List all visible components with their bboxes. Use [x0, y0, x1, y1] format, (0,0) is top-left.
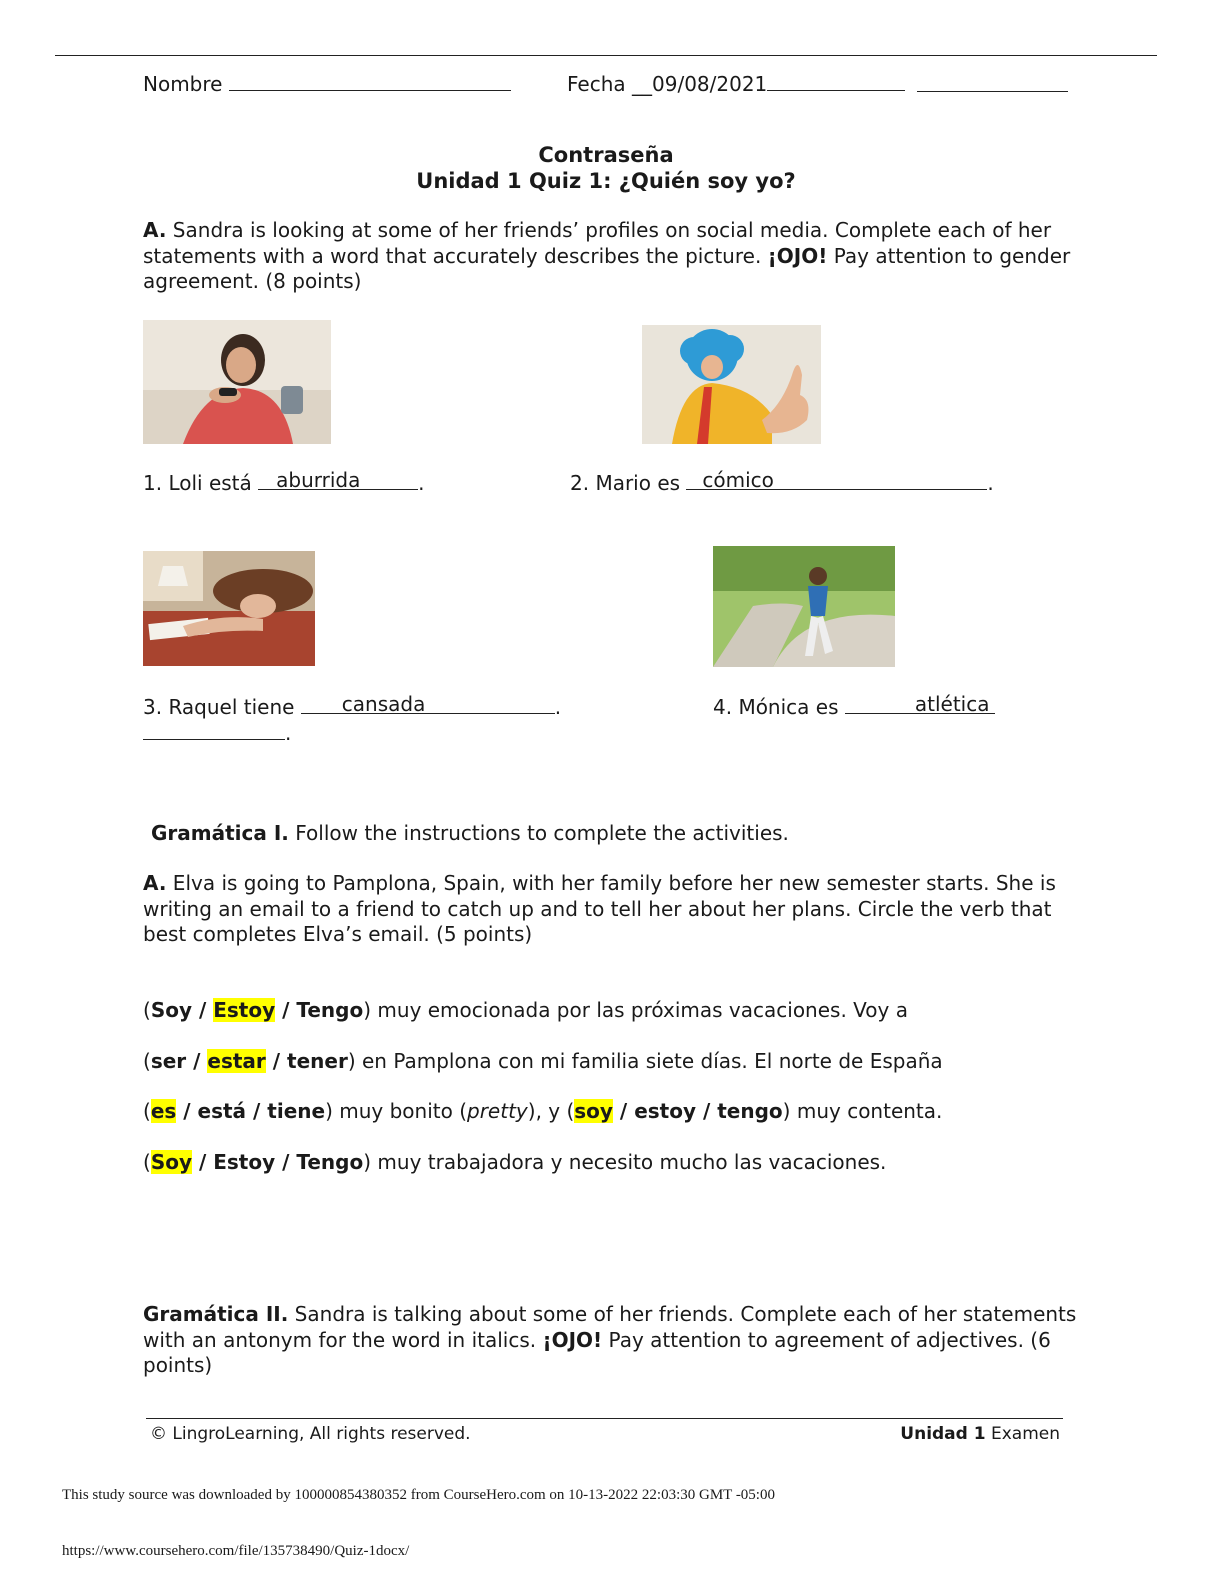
email-line-2: (ser / estar / tener) en Pamplona con mi familia siete días. El norte de España	[143, 1049, 943, 1073]
gramatica-1a-instructions	[143, 871, 1078, 948]
section-a-text: Sandra is looking at some of her friends’ profiles on social media. Complete each of her statements with a word that accurately describes the picture.	[143, 218, 1052, 268]
item-3-tail: .	[285, 721, 292, 745]
item-4-answer-field[interactable]	[845, 692, 995, 716]
email-line-3-text-b: ), y (	[527, 1099, 575, 1123]
item-2-suffix: .	[987, 471, 994, 495]
option-ser[interactable]: ser	[150, 1049, 187, 1073]
download-notice: This study source was downloaded by 100000854380352 from CourseHero.com on 10-13-2022 22:03:30 GMT -05:00	[62, 1487, 775, 1503]
email-line-3: (es / está / tiene) muy bonito (pretty), y (soy / estoy / tengo) muy contenta.	[143, 1099, 943, 1123]
option-tengo-3[interactable]: tengo	[717, 1099, 783, 1123]
email-line-3-text-a: muy bonito (	[332, 1099, 468, 1123]
section-a-label: A.	[143, 218, 167, 242]
g1a-text: Elva is going to Pamplona, Spain, with her family before her new semester starts. She is writing an email to a friend to catch up and to tell her about her plans. Circle the verb that best completes Elva’s email. (5 points)	[143, 871, 1056, 946]
item-3	[143, 692, 562, 719]
gramatica-2-label: Gramática II.	[143, 1302, 289, 1326]
gramatica-2-text-2: Pay attention to agreement of adjectives. (6 points)	[143, 1327, 1051, 1377]
photo-clown	[642, 325, 821, 444]
footer-rule	[146, 1418, 1063, 1419]
option-tengo-1[interactable]: Tengo	[296, 998, 364, 1022]
gramatica-1-label: Gramática I.	[151, 821, 289, 845]
gramatica-1-heading	[151, 821, 789, 845]
option-estoy-4[interactable]: Estoy	[213, 1150, 276, 1174]
title-line-2: Unidad 1 Quiz 1: ¿Quién soy yo?	[416, 169, 796, 193]
section-a-instructions	[143, 218, 1073, 295]
item-2-answer-field[interactable]	[686, 468, 987, 492]
g1a-label: A.	[143, 871, 167, 895]
gramatica-2-text: Sandra is talking about some of her friends. Complete each of her statements with an antonym for the word in italics.	[143, 1302, 1077, 1352]
email-line-4-text: muy trabajadora y necesito mucho las vacaciones.	[371, 1150, 887, 1174]
item-1-answer-field[interactable]	[258, 468, 418, 492]
ojo-label-2: ¡OJO!	[542, 1327, 603, 1352]
nombre-blank[interactable]	[229, 72, 511, 91]
section-a-text-2: Pay attention to gender agreement. (8 points)	[143, 243, 1071, 293]
item-3-answer: cansada	[341, 692, 426, 716]
gramatica-1-text: Follow the instructions to complete the activities.	[288, 821, 789, 845]
item-4-answer: atlética	[914, 692, 990, 716]
footer-unit	[900, 1424, 1060, 1444]
email-line-3-text-c: muy contenta.	[790, 1099, 943, 1123]
option-estoy-3[interactable]: estoy	[634, 1099, 697, 1123]
gramatica-2-instructions	[143, 1302, 1078, 1379]
item-3-answer-field[interactable]	[301, 692, 555, 716]
option-soy-4[interactable]: Soy	[150, 1150, 192, 1174]
option-soy-1[interactable]: Soy	[150, 998, 192, 1022]
footer-copyright: © LingroLearning, All rights reserved.	[150, 1424, 471, 1444]
option-es[interactable]: es	[150, 1099, 177, 1123]
nombre-label: Nombre	[143, 72, 223, 96]
email-line-2-text: en Pamplona con mi familia siete días. El norte de España	[355, 1049, 943, 1073]
photo-bored-woman	[143, 320, 331, 444]
email-line-1-text: muy emocionada por las próximas vacaciones. Voy a	[371, 998, 908, 1022]
option-tiene[interactable]: tiene	[267, 1099, 326, 1123]
source-url[interactable]: https://www.coursehero.com/file/135738490/Quiz-1docx/	[62, 1543, 410, 1559]
item-3-suffix: .	[554, 695, 562, 719]
top-rule	[55, 55, 1157, 56]
item-2-answer: cómico	[702, 468, 774, 492]
extra-blank	[917, 91, 1068, 92]
fecha-blank	[767, 72, 905, 91]
option-estar[interactable]: estar	[207, 1049, 266, 1073]
item-2-prefix: 2. Mario es	[570, 471, 687, 495]
option-tener[interactable]: tener	[287, 1049, 348, 1073]
option-soy-3[interactable]: soy	[574, 1099, 613, 1123]
email-line-1: (Soy / Estoy / Tengo) muy emocionada por las próximas vacaciones. Voy a	[143, 998, 908, 1022]
fecha-value[interactable]: 09/08/2021	[652, 72, 768, 96]
title-line-1: Contraseña	[538, 143, 674, 167]
item-2	[570, 468, 994, 495]
item-1-suffix: .	[418, 471, 425, 495]
fecha-field	[567, 72, 905, 96]
page-title	[0, 142, 1212, 194]
footer-examen: Examen	[985, 1424, 1060, 1444]
ojo-label: ¡OJO!	[767, 243, 828, 268]
photo-athletic-woman	[713, 546, 895, 667]
photo-tired-girl	[143, 551, 315, 666]
fecha-label: Fecha __	[567, 72, 652, 96]
item-1-prefix: 1. Loli está	[143, 471, 259, 495]
option-tengo-4[interactable]: Tengo	[296, 1150, 364, 1174]
item-3-prefix: 3. Raquel tiene	[143, 695, 301, 719]
item-3-continuation	[143, 721, 291, 745]
nombre-field	[143, 72, 511, 96]
item-4	[713, 692, 995, 719]
pretty-gloss: pretty	[467, 1099, 528, 1123]
footer-unidad: Unidad 1	[900, 1424, 986, 1444]
email-line-4: (Soy / Estoy / Tengo) muy trabajadora y necesito mucho las vacaciones.	[143, 1150, 887, 1174]
item-1	[143, 468, 425, 495]
item-4-prefix: 4. Mónica es	[713, 695, 845, 719]
item-1-answer: aburrida	[276, 468, 361, 492]
option-estoy-1[interactable]: Estoy	[213, 998, 276, 1022]
option-esta[interactable]: está	[197, 1099, 247, 1123]
item-3-extra-blank	[143, 721, 285, 740]
